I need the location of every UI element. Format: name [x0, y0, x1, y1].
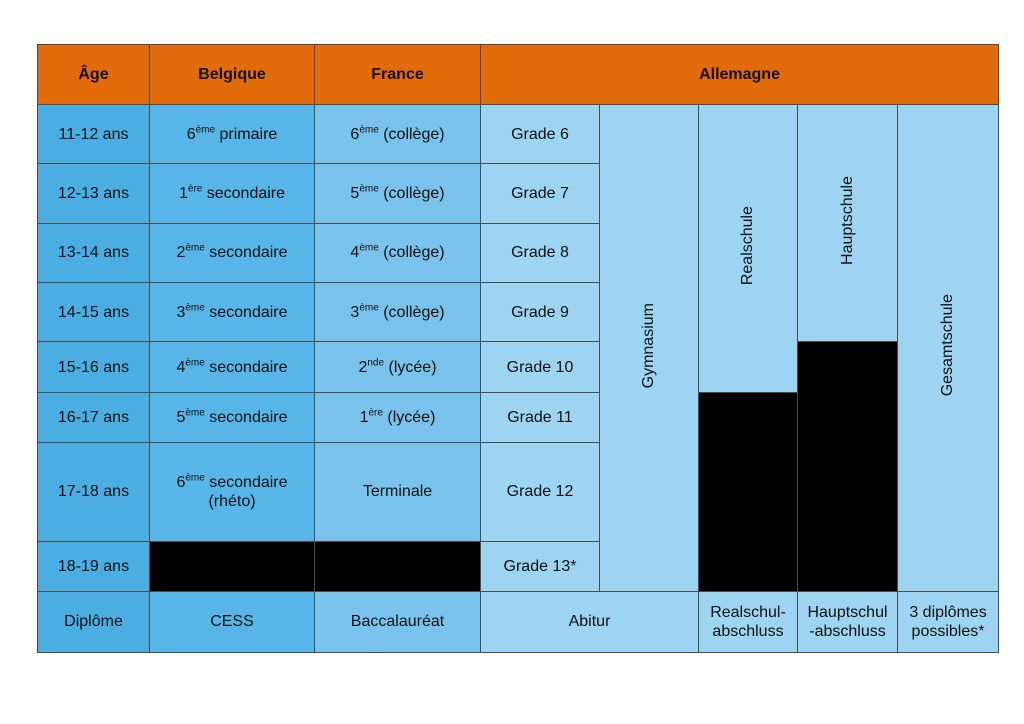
- table-row: [38, 105, 999, 164]
- france-cell: 5ème (collège): [315, 164, 481, 223]
- grade-cell: Grade 7: [481, 164, 600, 223]
- france-cell: Terminale: [315, 443, 481, 541]
- header-belgique: Belgique: [150, 45, 315, 105]
- header-allemagne: Allemagne: [481, 45, 999, 105]
- grade-cell: Grade 12: [481, 443, 600, 541]
- age-cell: 11-12 ans: [38, 105, 150, 164]
- header-france: France: [315, 45, 481, 105]
- grade-cell: Grade 8: [481, 223, 600, 282]
- realschule-label: Realschule: [739, 206, 757, 286]
- grade-cell: Grade 11: [481, 392, 600, 442]
- diploma-realschule: Realschul- abschluss: [699, 592, 798, 653]
- education-comparison-table: [37, 44, 999, 653]
- header-age: Âge: [38, 45, 150, 105]
- france-blocked-cell: [315, 541, 481, 591]
- realschule-cell: [699, 105, 798, 393]
- belgique-cell: 1ère secondaire: [150, 164, 315, 223]
- belgique-cell: 6ème secondaire (rhéto): [150, 443, 315, 541]
- gymnasium-label: Gymnasium: [640, 302, 658, 389]
- grade-cell: Grade 9: [481, 283, 600, 342]
- france-cell: 3ème (collège): [315, 283, 481, 342]
- grade-cell: Grade 6: [481, 105, 600, 164]
- age-cell: 13-14 ans: [38, 223, 150, 282]
- france-cell: 1ère (lycée): [315, 392, 481, 442]
- diploma-gesamtschule: 3 diplômes possibles*: [898, 592, 999, 653]
- age-cell: 16-17 ans: [38, 392, 150, 442]
- age-cell: 18-19 ans: [38, 541, 150, 591]
- header-row: [38, 45, 999, 105]
- belgique-cell: 5ème secondaire: [150, 392, 315, 442]
- grade-cell: Grade 13*: [481, 541, 600, 591]
- diploma-abitur: Abitur: [481, 592, 699, 653]
- diploma-row: [38, 592, 999, 653]
- diploma-hauptschule: Hauptschul -abschluss: [798, 592, 898, 653]
- age-cell: 12-13 ans: [38, 164, 150, 223]
- age-cell: 14-15 ans: [38, 283, 150, 342]
- france-cell: 6ème (collège): [315, 105, 481, 164]
- gesamtschule-cell: [898, 105, 999, 592]
- hauptschule-cell: [798, 105, 898, 342]
- hauptschule-blocked-cell: [798, 342, 898, 592]
- table-row: [38, 342, 999, 392]
- gymnasium-cell: [600, 105, 699, 592]
- age-cell: 17-18 ans: [38, 443, 150, 541]
- realschule-blocked-cell: [699, 392, 798, 591]
- grade-cell: Grade 10: [481, 342, 600, 392]
- belgique-cell: 4ème secondaire: [150, 342, 315, 392]
- gesamtschule-label: Gesamtschule: [939, 294, 957, 397]
- belgique-cell: 2ème secondaire: [150, 223, 315, 282]
- belgique-cell: 3ème secondaire: [150, 283, 315, 342]
- diploma-label: Diplôme: [38, 592, 150, 653]
- diploma-france: Baccalauréat: [315, 592, 481, 653]
- france-cell: 2nde (lycée): [315, 342, 481, 392]
- age-cell: 15-16 ans: [38, 342, 150, 392]
- belgique-blocked-cell: [150, 541, 315, 591]
- france-cell: 4ème (collège): [315, 223, 481, 282]
- diploma-belgique: CESS: [150, 592, 315, 653]
- hauptschule-label: Hauptschule: [838, 176, 856, 266]
- belgique-cell: 6ème primaire: [150, 105, 315, 164]
